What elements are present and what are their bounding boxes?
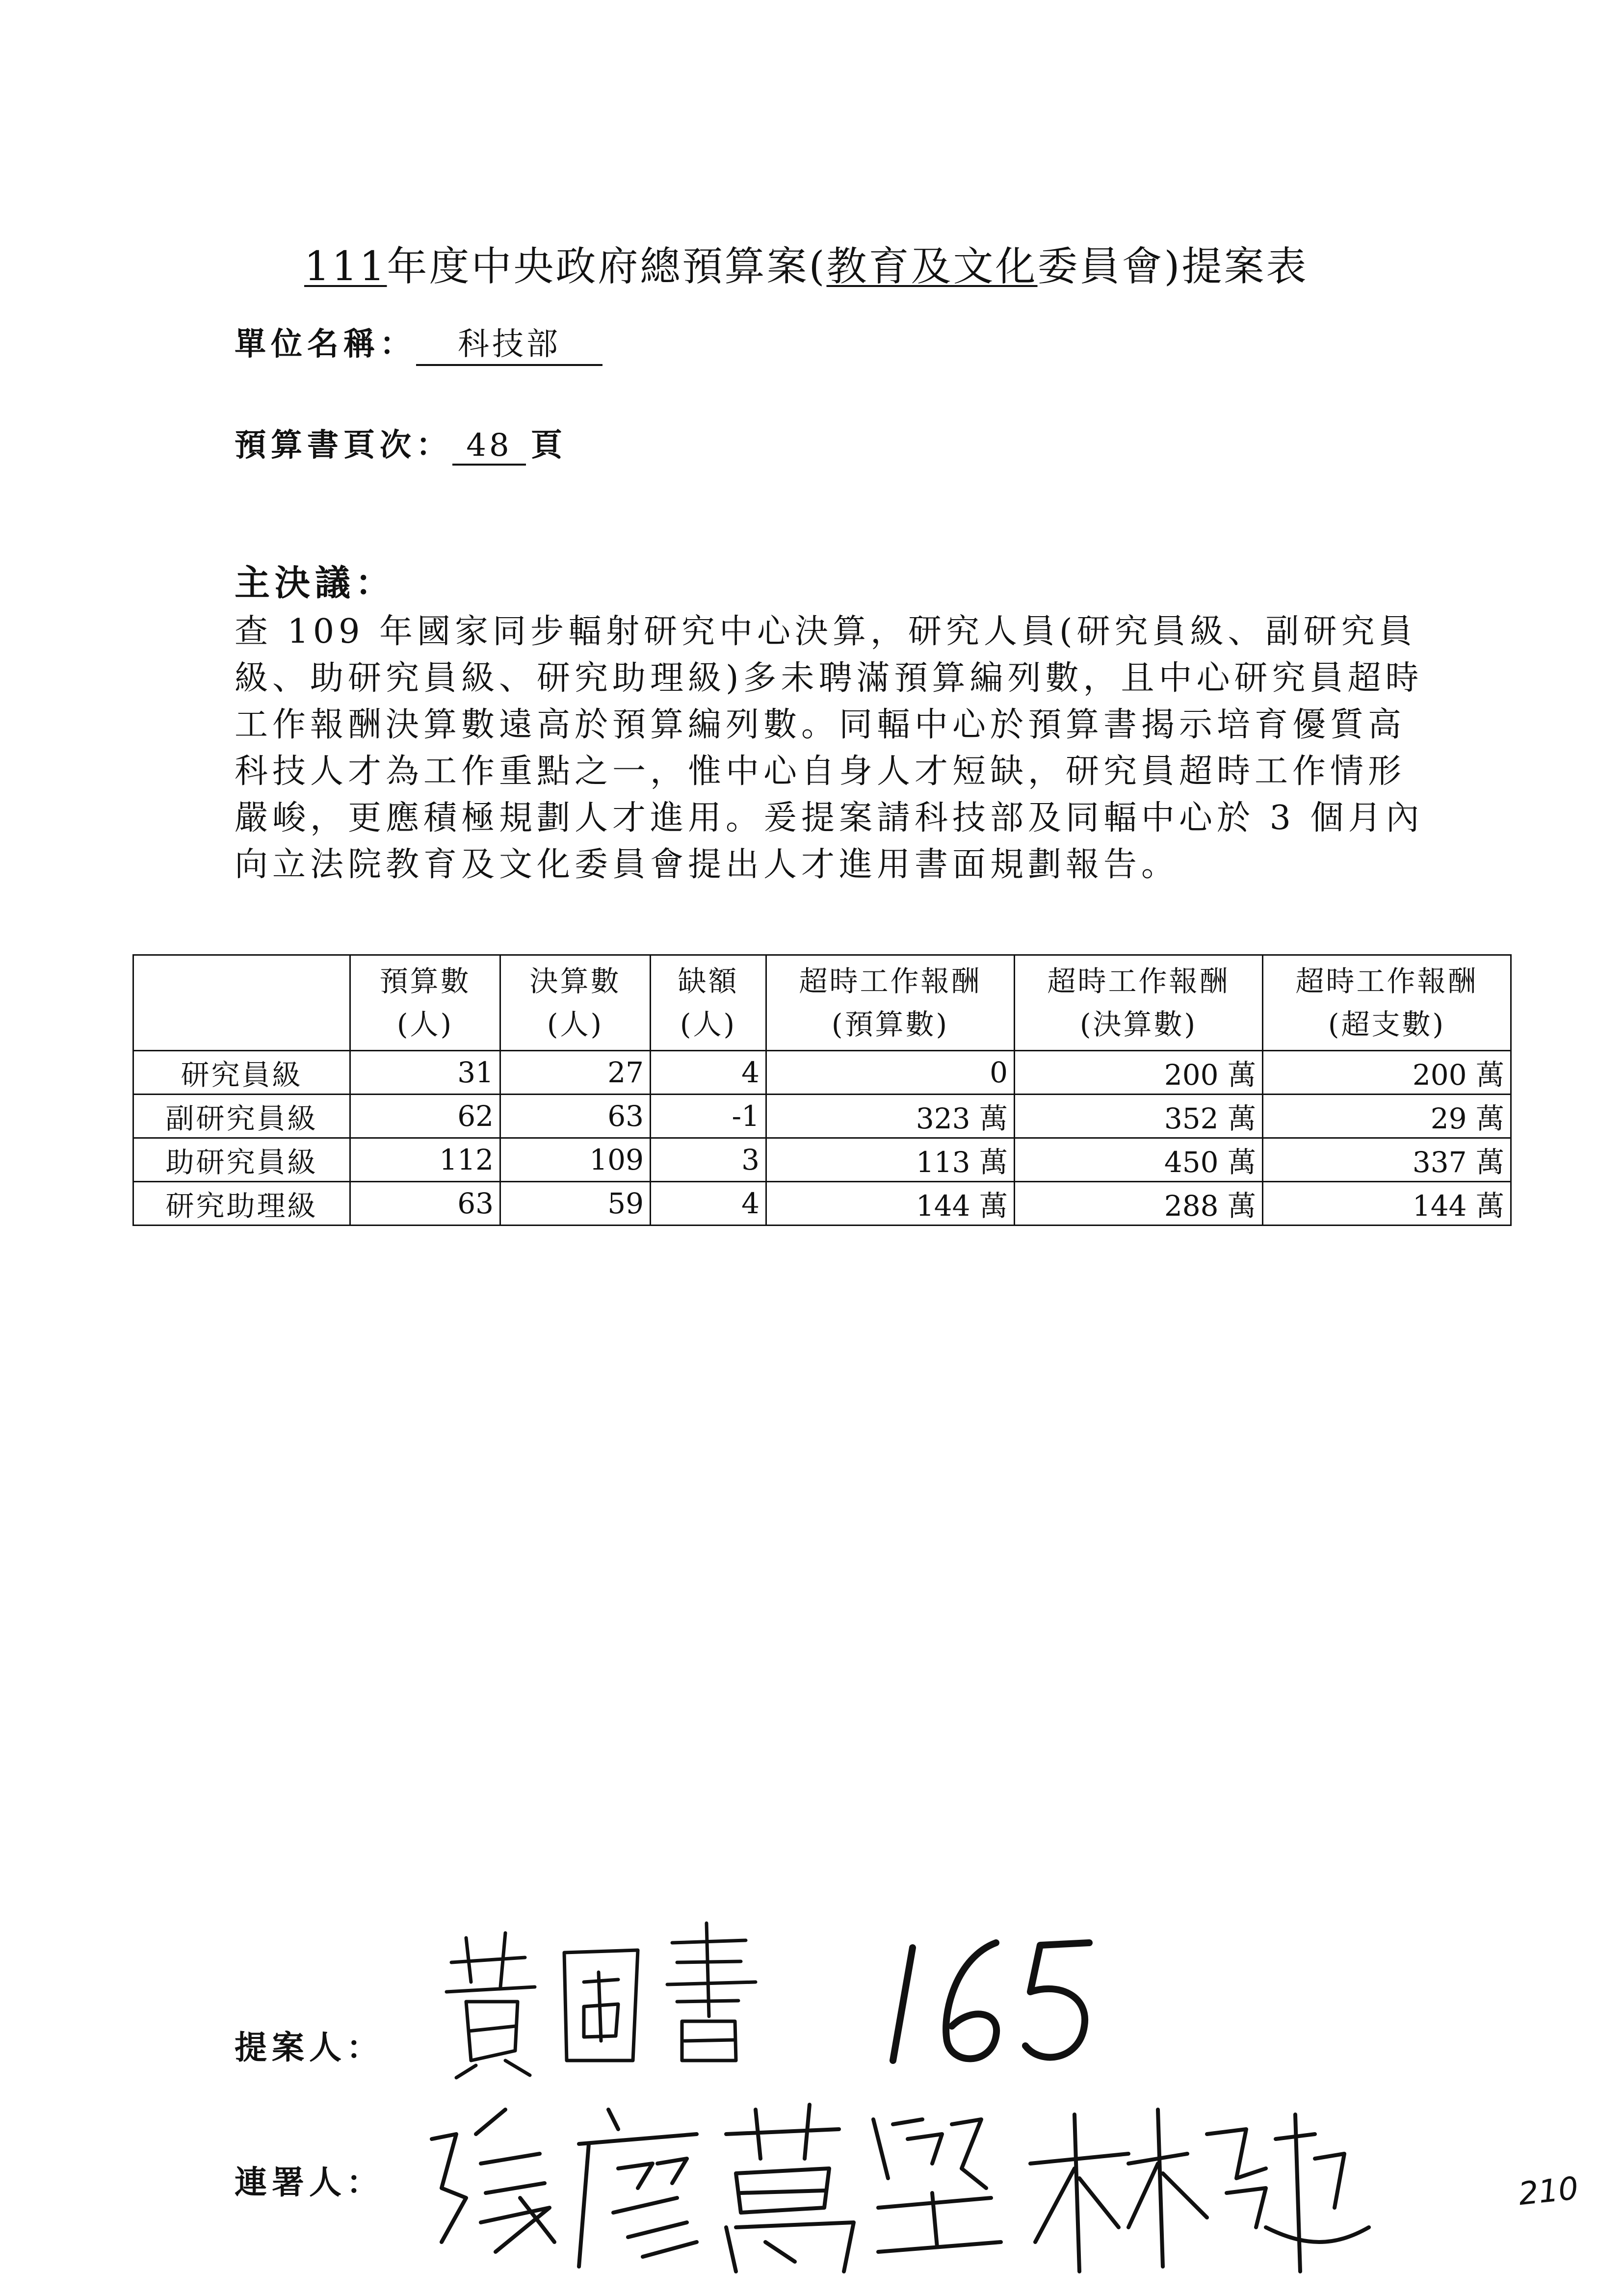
cell: 109 <box>500 1138 651 1182</box>
resolution-label: 主決議： <box>235 562 396 603</box>
document-title <box>304 235 1309 292</box>
cell: 352 萬 <box>1015 1095 1263 1138</box>
cosigner-signatures-image <box>422 2080 1374 2286</box>
cell: 323 萬 <box>766 1095 1015 1138</box>
row-label: 研究助理級 <box>133 1182 350 1226</box>
table-row <box>133 1095 1511 1138</box>
personnel-table <box>132 954 1512 1226</box>
header-overtime-budget: 超時工作報酬 (預算數) <box>766 955 1015 1051</box>
page-label: 預算書頁次： <box>235 427 452 464</box>
row-label: 助研究員級 <box>133 1138 350 1182</box>
cell: 144 萬 <box>1263 1182 1511 1226</box>
cosigner-label: 連署人： <box>235 2164 384 2201</box>
cell: 4 <box>651 1051 766 1095</box>
cell: 144 萬 <box>766 1182 1015 1226</box>
header-actual-count: 決算數 (人) <box>500 955 651 1051</box>
cell: 63 <box>500 1095 651 1138</box>
unit-label: 單位名稱： <box>235 326 416 363</box>
cell: 31 <box>350 1051 500 1095</box>
header-budget-count: 預算數 (人) <box>350 955 500 1051</box>
cell: 4 <box>651 1182 766 1226</box>
proposer-signature-image <box>432 1904 785 2080</box>
cell: 337 萬 <box>1263 1138 1511 1182</box>
page-row <box>235 420 567 466</box>
title-mid: 年度中央政府總預算案( <box>387 243 827 290</box>
proposer-number-image <box>883 1928 1114 2075</box>
proposer-label: 提案人： <box>235 2029 384 2066</box>
header-overtime-excess: 超時工作報酬 (超支數) <box>1263 955 1511 1051</box>
table-header-row <box>133 955 1511 1051</box>
cell: 63 <box>350 1182 500 1226</box>
cell: 59 <box>500 1182 651 1226</box>
cell: 29 萬 <box>1263 1095 1511 1138</box>
table-row <box>133 1138 1511 1182</box>
table-row <box>133 1182 1511 1226</box>
cell: 450 萬 <box>1015 1138 1263 1182</box>
cell: 27 <box>500 1051 651 1095</box>
cell: 113 萬 <box>766 1138 1015 1182</box>
header-overtime-actual: 超時工作報酬 (決算數) <box>1015 955 1263 1051</box>
cell: 288 萬 <box>1015 1182 1263 1226</box>
cell: 3 <box>651 1138 766 1182</box>
cell: 200 萬 <box>1015 1051 1263 1095</box>
title-year: 111 <box>304 243 387 290</box>
page-suffix: 頁 <box>531 427 567 464</box>
title-end: 委員會)提案表 <box>1037 243 1309 290</box>
header-vacancy: 缺額 (人) <box>651 955 766 1051</box>
cell: 112 <box>350 1138 500 1182</box>
unit-row <box>235 319 602 366</box>
cell: 0 <box>766 1051 1015 1095</box>
resolution-text: 查 109 年國家同步輻射研究中心決算，研究人員(研究員級、副研究員級、助研究員級、研究助理級)多未聘滿預算編列數，且中心研究員超時工作報酬決算數遠高於預算編列數。同輻中心於預算書揭示培育優質高科技人才為工作重點之一，惟中心自身人才短缺，研究員超時工作情形嚴峻，更應積極規劃人才進用。爰提案請科技部及同輻中心於 3 個月內向立法院教育及文化委員會提出人才進用書面規劃報告。 <box>235 612 1424 884</box>
page-mark: 210 <box>1517 2170 1580 2213</box>
unit-value: 科技部 <box>416 319 602 366</box>
row-label: 研究員級 <box>133 1051 350 1095</box>
cell: 200 萬 <box>1263 1051 1511 1095</box>
table-row <box>133 1051 1511 1095</box>
page-value: 48 <box>452 427 526 466</box>
cell: 62 <box>350 1095 500 1138</box>
header-blank <box>133 955 350 1051</box>
row-label: 副研究員級 <box>133 1095 350 1138</box>
title-committee: 教育及文化 <box>826 243 1038 290</box>
cell: -1 <box>651 1095 766 1138</box>
